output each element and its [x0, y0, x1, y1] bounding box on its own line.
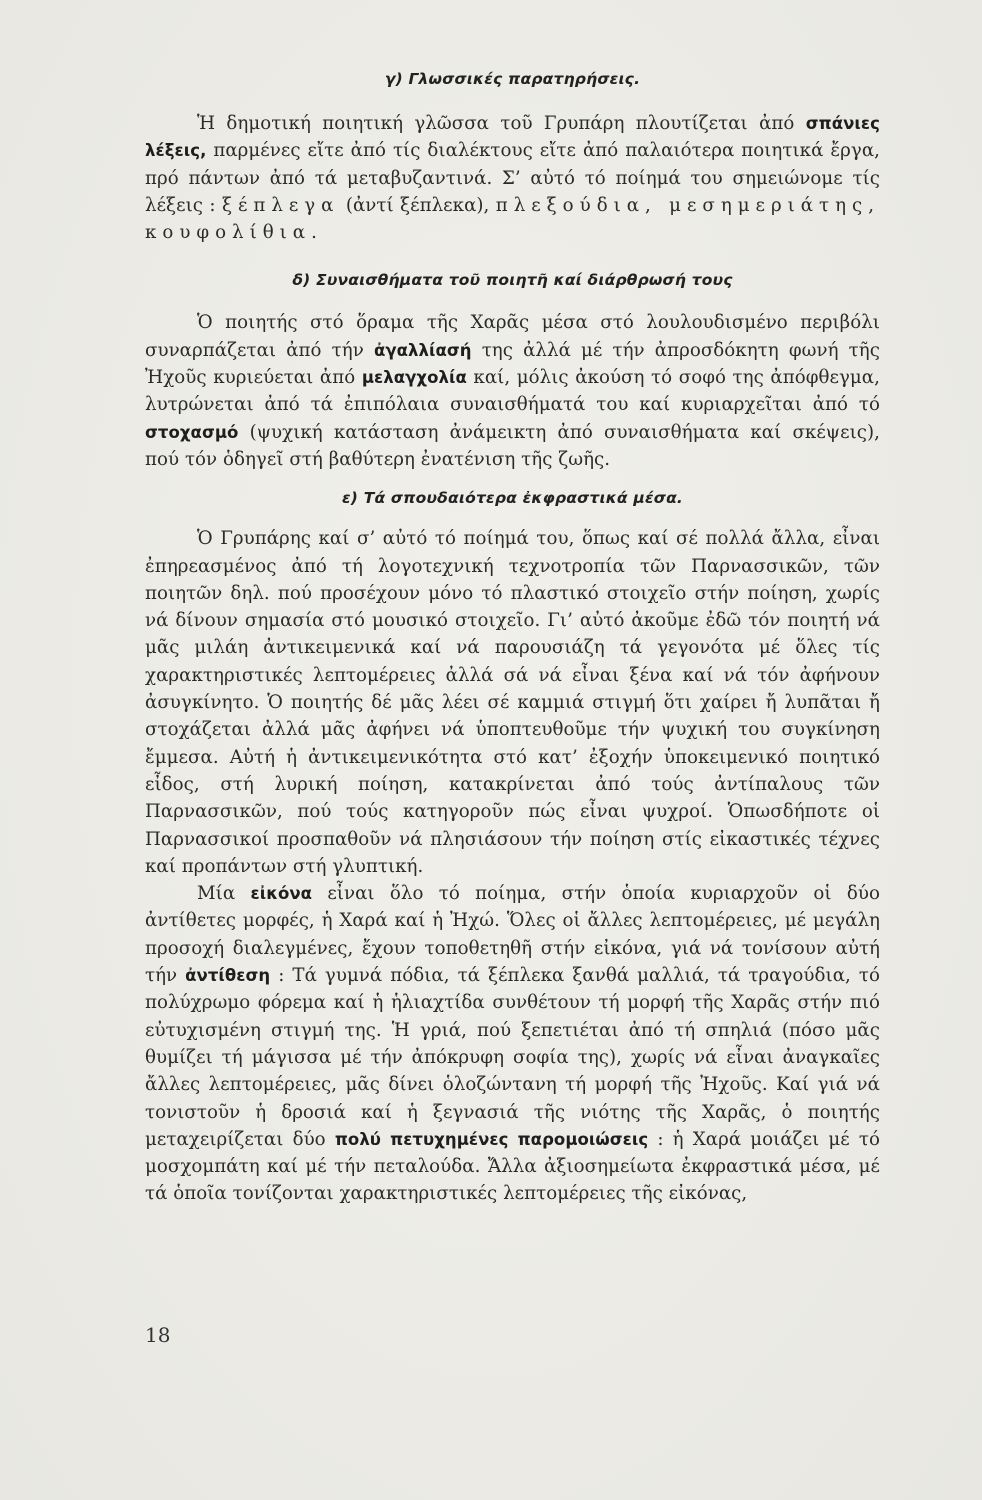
section-heading-d: δ) Συναισθήματα τοῦ ποιητῆ καί διάρθρωσή τους — [292, 271, 733, 290]
spaced-word: πλεξούδια, μεσημεριάτης, κουφολίθια. — [145, 194, 880, 244]
text-run: (ἀντί ξέπλεκα), — [345, 194, 490, 216]
bold-term: πολύ πετυχημένες παρομοιώσεις — [334, 1129, 649, 1149]
text-column — [145, 70, 880, 1208]
paragraph-image — [145, 880, 880, 1208]
text-run: Ἡ δημοτική ποιητική γλῶσσα τοῦ Γρυπάρη πλουτίζεται ἀπό — [197, 113, 795, 134]
bold-term: στοχασμό — [145, 422, 239, 442]
text-run: της ἀλλά μέ τήν ἀπροσδόκητη φωνή τῆς Ἠχοῦς κυριεύεται ἀπό — [145, 339, 880, 389]
bold-term: εἰκόνα — [250, 884, 313, 904]
bold-term: ἀντίθεση — [185, 966, 271, 986]
text-run: : Τά γυμνά πόδια, τά ξέπλεκα ξανθά μαλλιά, τά τραγούδια, τό πολύχρωμο φόρεμα καί ἡ ἡλιαχτίδα συνθέτουν τή μορφή τῆς Χαρᾶς στήν πιό εὐτυχισμένη στιγμή της. Ἡ γριά, πού ξεπετιέται ἀπό τή σπηλιά (πόσο μᾶς θυμίζει τή μάγισσα μέ τήν ἀπόκρυφη σοφία της), χωρίς νά εἶναι ἀναγκαῖες ἄλλες λεπτομέρειες, μᾶς δίνει ὁλοζώντανη τή μορφή τῆς Ἠχοῦς. Καί γιά νά τονιστοῦν ἡ δροσιά καί ἡ ξεγνασιά τῆς νιότης τῆς Χαρᾶς, ὁ ποιητής μεταχειρίζεται δύο — [145, 965, 880, 1150]
paragraph-parnassians — [145, 525, 880, 880]
bold-term: σπάνιες λέξεις, — [145, 114, 880, 161]
text-run: Ὁ Γρυπάρης καί σ’ αὐτό τό ποίημά του, ὅπως καί σέ πολλά ἄλλα, εἶναι ἐπηρεασμένος ἀπό τή λογοτεχνική τεχνοτροπία τῶν Παρνασσικῶν, τῶν ποιητῶν δηλ. πού προσέχουν μόνο τό πλαστικό στοιχεῖο στήν ποίηση, χωρίς νά δίνουν σημασία στό μουσικό στοιχεῖο. Γι’ αὐτό ἀκοῦμε ἐδῶ τόν ποιητή νά μᾶς μιλάη ἀντικειμενικά καί νά παρουσιάζη τά γεγονότα μέ ὅλες τίς χαρακτηριστικές λεπτομέρειες ἀλλά σά νά εἶναι ξένα καί νά τόν ἀφήνουν ἀσυγκίνητο. Ὁ ποιητής δέ μᾶς λέει σέ καμμιά στιγμή ὅτι χαίρει ἤ λυπᾶται ἤ στοχάζεται ἀλλά μᾶς ἀφήνει νά ὑποπτευθοῦμε τήν ψυχική του συγκίνηση ἔμμεσα. Αὐτή ἡ ἀντικειμενικότητα στό κατ’ ἐξοχήν ὑποκειμενικό ποιητικό εἶδος, στή λυρική ποίηση, κατακρίνεται ἀπό τούς ἀντίπαλους τῶν Παρνασσικῶν, πού τούς κατηγοροῦν πώς εἶναι ψυχροί. Ὁπωσδήποτε οἱ Παρνασσικοί προσπαθοῦν νά πλησιάσουν τήν ποίηση στίς εἰκαστικές τέχνες καί προπάντων στή γλυπτική. — [145, 528, 880, 877]
page-number: 18 — [145, 1323, 171, 1347]
text-run: καί, μόλις ἀκούση τό σοφό της ἀπόφθεγμα, λυτρώνεται ἀπό τά ἐπιπόλαια συναισθήματά του καί κυριαρχεῖται ἀπό τό — [145, 367, 880, 416]
spaced-word: ξέπλεγα — [221, 194, 340, 216]
text-run: (ψυχική κατάσταση ἀνάμεικτη ἀπό συναισθήματα καί σκέψεις), πού τόν ὁδηγεῖ στή βαθύτερη ἐνατένιση τῆς ζωῆς. — [145, 421, 880, 470]
section-heading-e: ε) Τά σπουδαιότερα ἐκφραστικά μέσα. — [341, 489, 684, 508]
paragraph-emotions — [145, 309, 880, 473]
text-run: Μία — [197, 883, 236, 905]
text-run: : ἡ Χαρά μοιάζει μέ τό μοσχομπάτη καί μέ τήν πεταλούδα. Ἄλλα ἀξιοσημείωτα ἐκφραστικά μέσα, μέ τά ὁποῖα τονίζονται χαρακτηριστικές λεπτομέρειες τῆς εἰκόνας, — [145, 1128, 880, 1205]
text-run: παρμένες εἴτε ἀπό τίς διαλέκτους εἴτε ἀπό παλαιότερα ποιητικά ἔργα, πρό πάντων ἀπό τά μεταβυζαντινά. Σ’ αὐτό τό ποίημά του σημειώνομε τίς λέξεις : — [145, 140, 880, 216]
text-run: εἶναι ὅλο τό ποίημα, στήν ὁποία κυριαρχοῦν οἱ δύο ἀντίθετες μορφές, ἡ Χαρά καί ἡ Ἠχώ. Ὅλες οἱ ἄλλες λεπτομέρειες, μέ μεγάλη προσοχή διαλεγμένες, ἔχουν τοποθετηθῆ στήν εἰκόνα, γιά νά τονίσουν αὐτή τήν — [145, 883, 880, 987]
paragraph-linguistic — [145, 110, 880, 246]
text-run: Ὁ ποιητής στό ὅραμα τῆς Χαρᾶς μέσα στό λουλουδισμένο περιβόλι συναρπάζεται ἀπό τήν — [145, 312, 880, 361]
bold-term: μελαγχολία — [361, 368, 467, 388]
bold-term: ἀγαλλίασή — [373, 340, 472, 360]
section-heading-g: γ) Γλωσσικές παρατηρήσεις. — [384, 70, 641, 88]
